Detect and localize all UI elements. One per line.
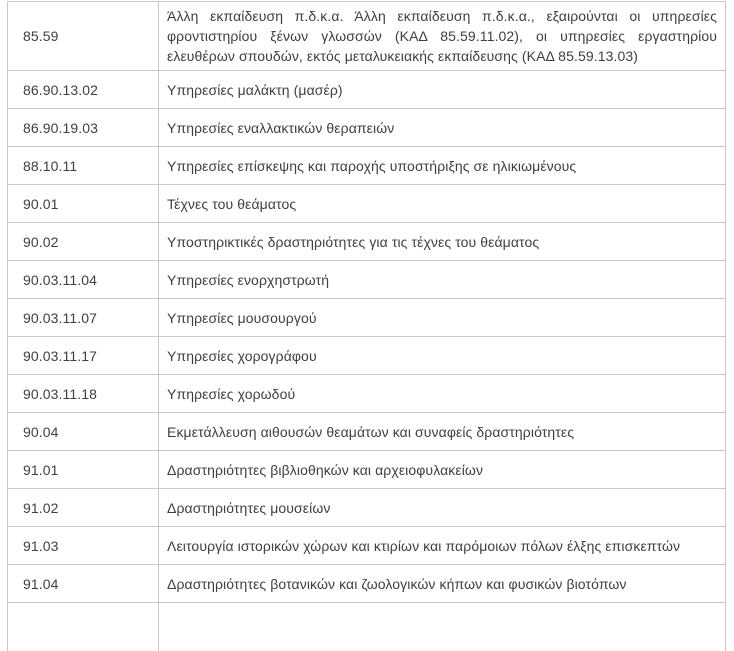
table-row — [8, 337, 726, 375]
kad-description-cell: Υπηρεσίες χορογράφου — [159, 337, 726, 375]
kad-description-cell: Υπηρεσίες εναλλακτικών θεραπειών — [159, 109, 726, 147]
kad-code-cell: 90.03.11.17 — [8, 337, 159, 375]
kad-code-cell: 86.90.19.03 — [8, 109, 159, 147]
kad-code-cell: 90.04 — [8, 413, 159, 451]
table-row — [8, 565, 726, 603]
kad-code-cell: 90.02 — [8, 223, 159, 261]
kad-description-cell: Υποστηρικτικές δραστηριότητες για τις τέχνες του θεάματος — [159, 223, 726, 261]
kad-code-cell: 91.01 — [8, 451, 159, 489]
kad-code-cell: 90.01 — [8, 185, 159, 223]
table-row — [8, 147, 726, 185]
kad-code-cell: 90.03.11.18 — [8, 375, 159, 413]
kad-description-cell: Δραστηριότητες βιβλιοθηκών και αρχειοφυλακείων — [159, 451, 726, 489]
kad-description-cell — [159, 603, 726, 651]
kad-code-cell — [8, 603, 159, 651]
kad-code-cell: 90.03.11.07 — [8, 299, 159, 337]
kad-table-container — [7, 1, 726, 651]
table-row — [8, 413, 726, 451]
table-row — [8, 527, 726, 565]
kad-description-cell: Δραστηριότητες βοτανικών και ζωολογικών κήπων και φυσικών βιοτόπων — [159, 565, 726, 603]
kad-code-cell: 91.02 — [8, 489, 159, 527]
kad-code-cell: 91.04 — [8, 565, 159, 603]
kad-description-cell: Άλλη εκπαίδευση π.δ.κ.α. Άλλη εκπαίδευση π.δ.κ.α., εξαιρούνται οι υπηρεσίες φροντιστηρίου ξένων γλωσσών (ΚΑΔ 85.59.11.02), οι υπηρεσίες εργαστηρίου ελευθέρων σπουδών, εκτός μεταλυκειακής εκπαίδευσης (ΚΑΔ 85.59.13.03) — [159, 2, 726, 71]
table-row — [8, 109, 726, 147]
kad-description-cell: Τέχνες του θεάματος — [159, 185, 726, 223]
kad-description-cell: Υπηρεσίες μαλάκτη (μασέρ) — [159, 71, 726, 109]
table-row — [8, 299, 726, 337]
kad-code-cell: 85.59 — [8, 2, 159, 71]
kad-code-cell: 91.03 — [8, 527, 159, 565]
kad-code-cell: 86.90.13.02 — [8, 71, 159, 109]
kad-description-cell: Δραστηριότητες μουσείων — [159, 489, 726, 527]
kad-description-cell: Υπηρεσίες χορωδού — [159, 375, 726, 413]
kad-description-cell: Εκμετάλλευση αιθουσών θεαμάτων και συναφείς δραστηριότητες — [159, 413, 726, 451]
table-row — [8, 185, 726, 223]
table-row — [8, 223, 726, 261]
kad-description-cell: Λειτουργία ιστορικών χώρων και κτιρίων και παρόμοιων πόλων έλξης επισκεπτών — [159, 527, 726, 565]
table-row — [8, 451, 726, 489]
table-row — [8, 375, 726, 413]
table-row — [8, 261, 726, 299]
kad-description-cell: Υπηρεσίες ενορχηστρωτή — [159, 261, 726, 299]
table-row — [8, 71, 726, 109]
kad-description-cell: Υπηρεσίες επίσκεψης και παροχής υποστήριξης σε ηλικιωμένους — [159, 147, 726, 185]
kad-code-cell: 88.10.11 — [8, 147, 159, 185]
kad-description-cell: Υπηρεσίες μουσουργού — [159, 299, 726, 337]
kad-codes-table — [7, 1, 726, 651]
table-row — [8, 2, 726, 71]
kad-code-cell: 90.03.11.04 — [8, 261, 159, 299]
kad-table-body — [8, 2, 726, 651]
table-row-cutoff — [8, 603, 726, 651]
table-row — [8, 489, 726, 527]
